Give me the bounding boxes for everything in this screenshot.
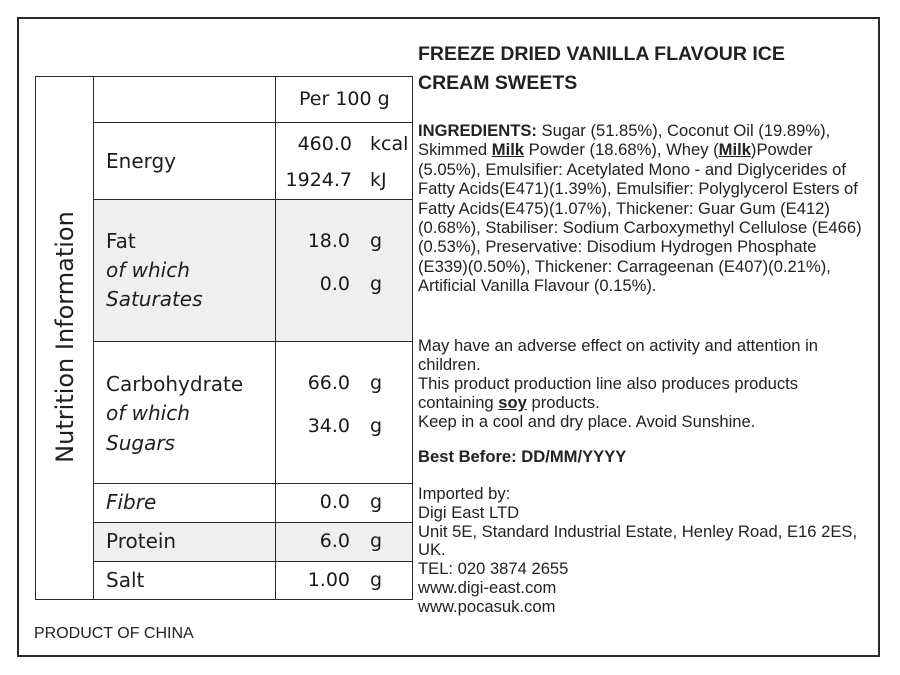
per-100g-label: Per 100 g bbox=[299, 88, 390, 110]
importer-heading: Imported by: bbox=[418, 484, 511, 503]
allergy-part1: This product production line also produces products containing bbox=[418, 374, 799, 412]
fat-label: Fat bbox=[106, 229, 136, 253]
ingredients-part1: Sugar (51.85%), Coconut Oil (19.89%), Skimmed bbox=[418, 121, 831, 160]
salt-unit: g bbox=[370, 569, 383, 591]
allergen-soy: soy bbox=[498, 393, 527, 412]
fibre-row bbox=[94, 484, 412, 523]
nutrition-table bbox=[35, 76, 413, 600]
importer-block bbox=[418, 485, 870, 617]
fibre-unit: g bbox=[370, 491, 383, 513]
fat-value: 18.0 bbox=[307, 230, 350, 252]
sugars-label-line2: Sugars bbox=[106, 431, 175, 455]
ingredients-heading: INGREDIENTS: bbox=[418, 121, 537, 140]
saturates-unit: g bbox=[370, 273, 383, 295]
protein-label: Protein bbox=[106, 529, 177, 553]
notes-block bbox=[418, 336, 870, 431]
warning-text: May have an adverse effect on activity and attention in children. bbox=[418, 336, 819, 374]
saturates-value: 0.0 bbox=[319, 273, 350, 295]
ingredients-part3: )Powder (5.05%), Emulsifier: Acetylated Mono - and Diglycerides of Fatty Acids(E471)(1.39%), Emulsifier: Polyglycerol Esters of Fatty Acids(E475)(1.07%), Thickener: Guar Gum (E412)(0.68%), Stabiliser: Sodium Carboxymethyl Cellulose (E466)(0.53%), Preservative: Disodium Hydrogen Phosphate (E339)(0.50%), Thickener: Carrageenan (E407)(0.21%), Artificial Vanilla Flavour (0.15%). bbox=[418, 140, 862, 296]
fibre-label: Fibre bbox=[106, 490, 157, 514]
per-100g-header-row bbox=[94, 77, 412, 123]
sugars-value: 34.0 bbox=[307, 415, 350, 437]
allergy-text bbox=[418, 374, 870, 412]
energy-kcal-unit: kcal bbox=[370, 133, 409, 155]
salt-row bbox=[94, 562, 412, 599]
saturates-label-line1: of which bbox=[106, 258, 190, 282]
importer-web-2: www.pocasuk.com bbox=[418, 596, 556, 616]
ingredients-part2: Powder (18.68%), Whey ( bbox=[524, 140, 719, 160]
carbohydrate-row bbox=[94, 342, 412, 484]
allergy-part2: products. bbox=[526, 393, 600, 412]
energy-kj-unit: kJ bbox=[370, 169, 387, 191]
carbohydrate-value: 66.0 bbox=[307, 372, 350, 394]
carbohydrate-unit: g bbox=[370, 372, 383, 394]
importer-tel: TEL: 020 3874 2655 bbox=[418, 559, 569, 579]
salt-label: Salt bbox=[106, 568, 145, 592]
protein-unit: g bbox=[370, 530, 383, 552]
protein-value: 6.0 bbox=[319, 530, 350, 552]
best-before: Best Before: DD/MM/YYYY bbox=[418, 447, 627, 466]
allergen-milk-1: Milk bbox=[491, 140, 525, 160]
sugars-unit: g bbox=[370, 415, 383, 437]
importer-address: Unit 5E, Standard Industrial Estate, Henley Road, E16 2ES, UK. bbox=[418, 521, 858, 560]
product-title: FREEZE DRIED VANILLA FLAVOUR ICE CREAM SWEETS bbox=[418, 43, 785, 94]
energy-kj-value: 1924.7 bbox=[285, 169, 352, 191]
importer-web-1: www.digi-east.com bbox=[418, 577, 557, 597]
sugars-label-line1: of which bbox=[106, 401, 190, 425]
energy-kcal-value: 460.0 bbox=[297, 133, 352, 155]
protein-row bbox=[94, 523, 412, 562]
nutrition-side-title: Nutrition Information bbox=[51, 211, 79, 463]
ingredients-text bbox=[418, 121, 870, 296]
energy-label: Energy bbox=[106, 149, 177, 173]
fat-unit: g bbox=[370, 230, 383, 252]
fibre-value: 0.0 bbox=[319, 491, 350, 513]
product-origin: PRODUCT OF CHINA bbox=[34, 625, 194, 642]
salt-value: 1.00 bbox=[307, 569, 350, 591]
importer-company: Digi East LTD bbox=[418, 502, 520, 522]
fat-row bbox=[94, 200, 412, 342]
nutrition-side-header bbox=[36, 77, 94, 599]
storage-text: Keep in a cool and dry place. Avoid Sunshine. bbox=[418, 412, 756, 431]
carbohydrate-label: Carbohydrate bbox=[106, 372, 244, 396]
energy-row bbox=[94, 123, 412, 200]
saturates-label-line2: Saturates bbox=[106, 287, 203, 311]
allergen-milk-2: Milk bbox=[718, 140, 751, 160]
